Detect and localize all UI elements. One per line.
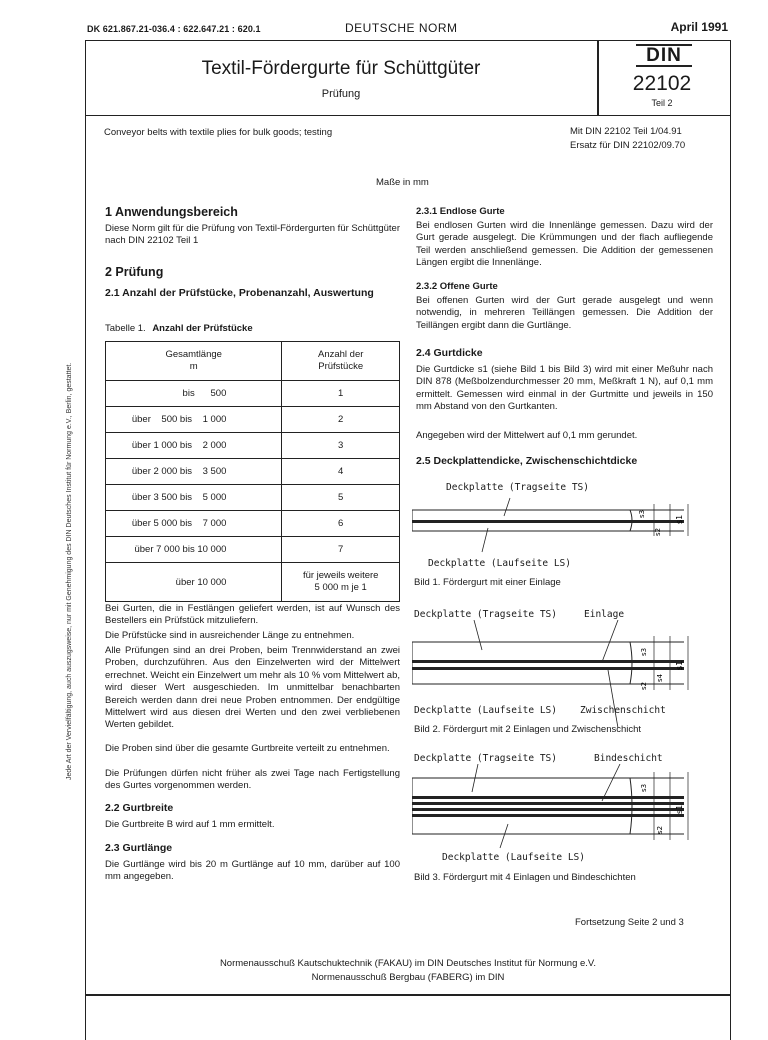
page-title: Textil-Fördergurte für Schüttgüter [201,58,481,79]
fig2-bottom-label: Deckplatte (Laufseite LS) [414,705,557,716]
table-1-caption [105,323,253,334]
fig3-caption: Bild 3. Fördergurt mit 4 Einlagen und Bindeschichten [414,872,636,883]
belt-ply [412,796,684,799]
replacement-note-1: Mit DIN 22102 Teil 1/04.91 [570,126,682,137]
document-type: DEUTSCHE NORM [345,21,458,35]
table-cell-count: 3 [282,433,400,459]
table-cell-length: über 7 000 bis 10 000 [106,537,282,563]
table-1-caption-prefix: Tabelle 1. [105,323,146,334]
table-cell-length: über 10 000 [106,563,282,602]
table-row [106,381,400,407]
table-header-length [106,342,282,381]
dim-label: s4 [656,673,664,682]
belt-ply [412,802,684,805]
section-2-3-1-text: Bei endlosen Gurten wird die Innenlänge gemessen. Dazu wird der Gurt gerade ausgelegt. Die Krümmungen und der flach aufliegende Teil werden anschließend gemessen. Die Addition der gemessenen Längen ergibt die Innenlänge. [416,220,713,269]
issue-date: April 1991 [670,20,728,34]
fig3-top-label: Deckplatte (Tragseite TS) [414,753,557,764]
continuation-note: Fortsetzung Seite 2 und 3 [575,917,684,928]
section-2-2-heading: 2.2 Gurtbreite [105,802,174,814]
dim-label: s3 [638,509,646,518]
table-cell-length: über 500 bis 1 000 [106,407,282,433]
table-header-length-label: Gesamtlänge m [165,349,222,372]
table-cell-count: 6 [282,511,400,537]
table-row [106,459,400,485]
table-cell-count: 7 [282,537,400,563]
section-2-4-text: Die Gurtdicke s1 (siehe Bild 1 bis Bild 3) wird mit einer Meßuhr nach DIN 878 (Meßbolzendurchmesser 20 mm, Meßkraft 1 N), auf 0,1 mm ermittelt. Gemessen wird einmal in der Gurtmitte und jeweils in 150 mm Abstand von den Gurtkanten. [416,364,713,413]
leader-line [482,528,488,552]
section-2-5-heading: 2.5 Deckplattendicke, Zwischenschichtdicke [416,455,638,467]
leader-line [602,620,618,662]
dim-label: s2 [640,681,648,690]
table-row [106,485,400,511]
table-cell-count: 1 [282,381,400,407]
table-cell-length: über 2 000 bis 3 500 [106,459,282,485]
left-paragraph: Bei Gurten, die in Festlängen geliefert werden, ist auf Wunsch des Bestellers ein Prüfstück mitzuliefern. [105,603,400,627]
table-header-count-label: Anzahl der Prüfstücke [317,349,364,372]
table-row [106,563,400,602]
dim-label: s2 [654,527,662,536]
din-logo: DIN [636,44,692,67]
leader-line [504,498,510,516]
page-subtitle: Prüfung [321,88,361,100]
fig2-caption: Bild 2. Fördergurt mit 2 Einlagen und Zwischenschicht [414,724,642,735]
fig3-mid-label: Bindeschicht [594,753,663,764]
figure-1-diagram [412,494,712,554]
belt-ply [412,808,684,811]
dim-label: s3 [640,783,648,792]
dk-classification: DK 621.867.21-036.4 : 622.647.21 : 620.1 [87,24,261,34]
table-cell-count: 4 [282,459,400,485]
figure-3-diagram [412,764,712,849]
section-2-4-text-2: Angegeben wird der Mittelwert auf 0,1 mm gerundet. [416,430,638,441]
table-cell-count: 5 [282,485,400,511]
belt-ply [412,814,684,817]
table-1-caption-title: Anzahl der Prüfstücke [152,323,253,334]
section-2-3-1-heading: 2.3.1 Endlose Gurte [416,206,505,217]
section-2-3-heading: 2.3 Gurtlänge [105,842,173,854]
section-2-1-heading: 2.1 Anzahl der Prüfstücke, Probenanzahl, Auswertung [105,287,374,299]
dim-label: s1 [675,804,684,814]
english-title: Conveyor belts with textile plies for bulk goods; testing [104,127,333,138]
table-cell-count: für jeweils weitere 5 000 m je 1 [282,563,400,602]
fig1-top-label: Deckplatte (Tragseite TS) [446,482,589,493]
table-cell-length: über 3 500 bis 5 000 [106,485,282,511]
left-paragraph: Die Prüfstücke sind in ausreichender Länge zu entnehmen. [105,630,355,641]
specimen-table [105,341,400,602]
fig2-mid-label: Einlage [584,609,625,620]
dim-label: s1 [675,514,684,524]
section-2-2-text: Die Gurtbreite B wird auf 1 mm ermittelt. [105,819,275,830]
table-cell-length: über 1 000 bis 2 000 [106,433,282,459]
left-paragraph: Die Proben sind über die gesamte Gurtbreite verteilt zu entnehmen. [105,743,390,754]
table-cell-count: 2 [282,407,400,433]
title-divider [597,40,599,116]
units-note: Maße in mm [376,177,429,188]
replacement-note-2: Ersatz für DIN 22102/09.70 [570,140,686,151]
table-cell-length: über 5 000 bis 7 000 [106,511,282,537]
section-2-heading: 2 Prüfung [105,265,164,279]
belt-ply [412,667,684,670]
left-paragraph: Alle Prüfungen sind an drei Proben, beim Trennwiderstand an zwei Proben, durchzuführen. Aus den Einzelwerten wird der Mittelwert errechnet. Weicht ein Einzelwert um mehr als 10 % vom Mittelwert ab, wird dieser Wert ausgeschieden. Im unmittelbar benachbarten Bereich werden dann drei neue Proben entnommen. Der endgültige Mittelwert wird aus diesen drei Werten und den zwei verbliebenen Werten gebildet. [105,645,400,731]
table-row [106,511,400,537]
din-part: Teil 2 [651,98,673,108]
table-cell-length: bis 500 [106,381,282,407]
section-1-text: Diese Norm gilt für die Prüfung von Textil-Fördergurten für Schüttgüter nach DIN 22102 Teil 1 [105,223,400,247]
footer-line-2: Normenausschuß Bergbau (FABERG) im DIN [311,972,505,983]
section-2-3-2-heading: 2.3.2 Offene Gurte [416,281,498,292]
table-row [106,433,400,459]
section-2-4-heading: 2.4 Gurtdicke [416,347,483,359]
section-2-3-2-text: Bei offenen Gurten wird der Gurt gerade ausgelegt und wenn notwendig, in mehreren Teillängen gemessen. Die Addition der Teillängen ergibt dann die Gurtlänge. [416,295,713,331]
footer-line-1: Normenausschuß Kautschuktechnik (FAKAU) im DIN Deutsches Institut für Normung e.V. [219,958,597,969]
dim-label: s2 [656,825,664,834]
section-1-heading: 1 Anwendungsbereich [105,205,238,219]
fig1-bottom-label: Deckplatte (Laufseite LS) [428,558,571,569]
footer-rule [85,994,731,996]
fig1-caption: Bild 1. Fördergurt mit einer Einlage [414,577,561,588]
dim-label: s1 [675,660,684,670]
table-row [106,407,400,433]
table-header-count [282,342,400,381]
copyright-side-note: Jede Art der Vervielfältigung, auch auszugsweise, nur mit Genehmigung des DIN Deutsches Institut für Normung e.V., Berlin, gestattet. [66,362,73,780]
leader-line [474,620,482,650]
table-row [106,537,400,563]
belt-ply [412,520,684,523]
fig2-bottom-label-2: Zwischenschicht [580,705,666,716]
belt-ply [412,660,684,663]
din-number: 22102 [632,72,692,95]
break-line [630,778,632,834]
leader-line [608,670,618,728]
fig3-bottom-label: Deckplatte (Laufseite LS) [442,852,585,863]
fig2-top-label: Deckplatte (Tragseite TS) [414,609,557,620]
leader-line [602,764,620,801]
section-2-3-text: Die Gurtlänge wird bis 20 m Gurtlänge auf 10 mm, darüber auf 100 mm angegeben. [105,859,400,883]
dim-label: s3 [640,647,648,656]
leader-line [500,824,508,848]
left-paragraph: Die Prüfungen dürfen nicht früher als zwei Tage nach Fertigstellung des Gurtes vorgenommen werden. [105,768,400,792]
